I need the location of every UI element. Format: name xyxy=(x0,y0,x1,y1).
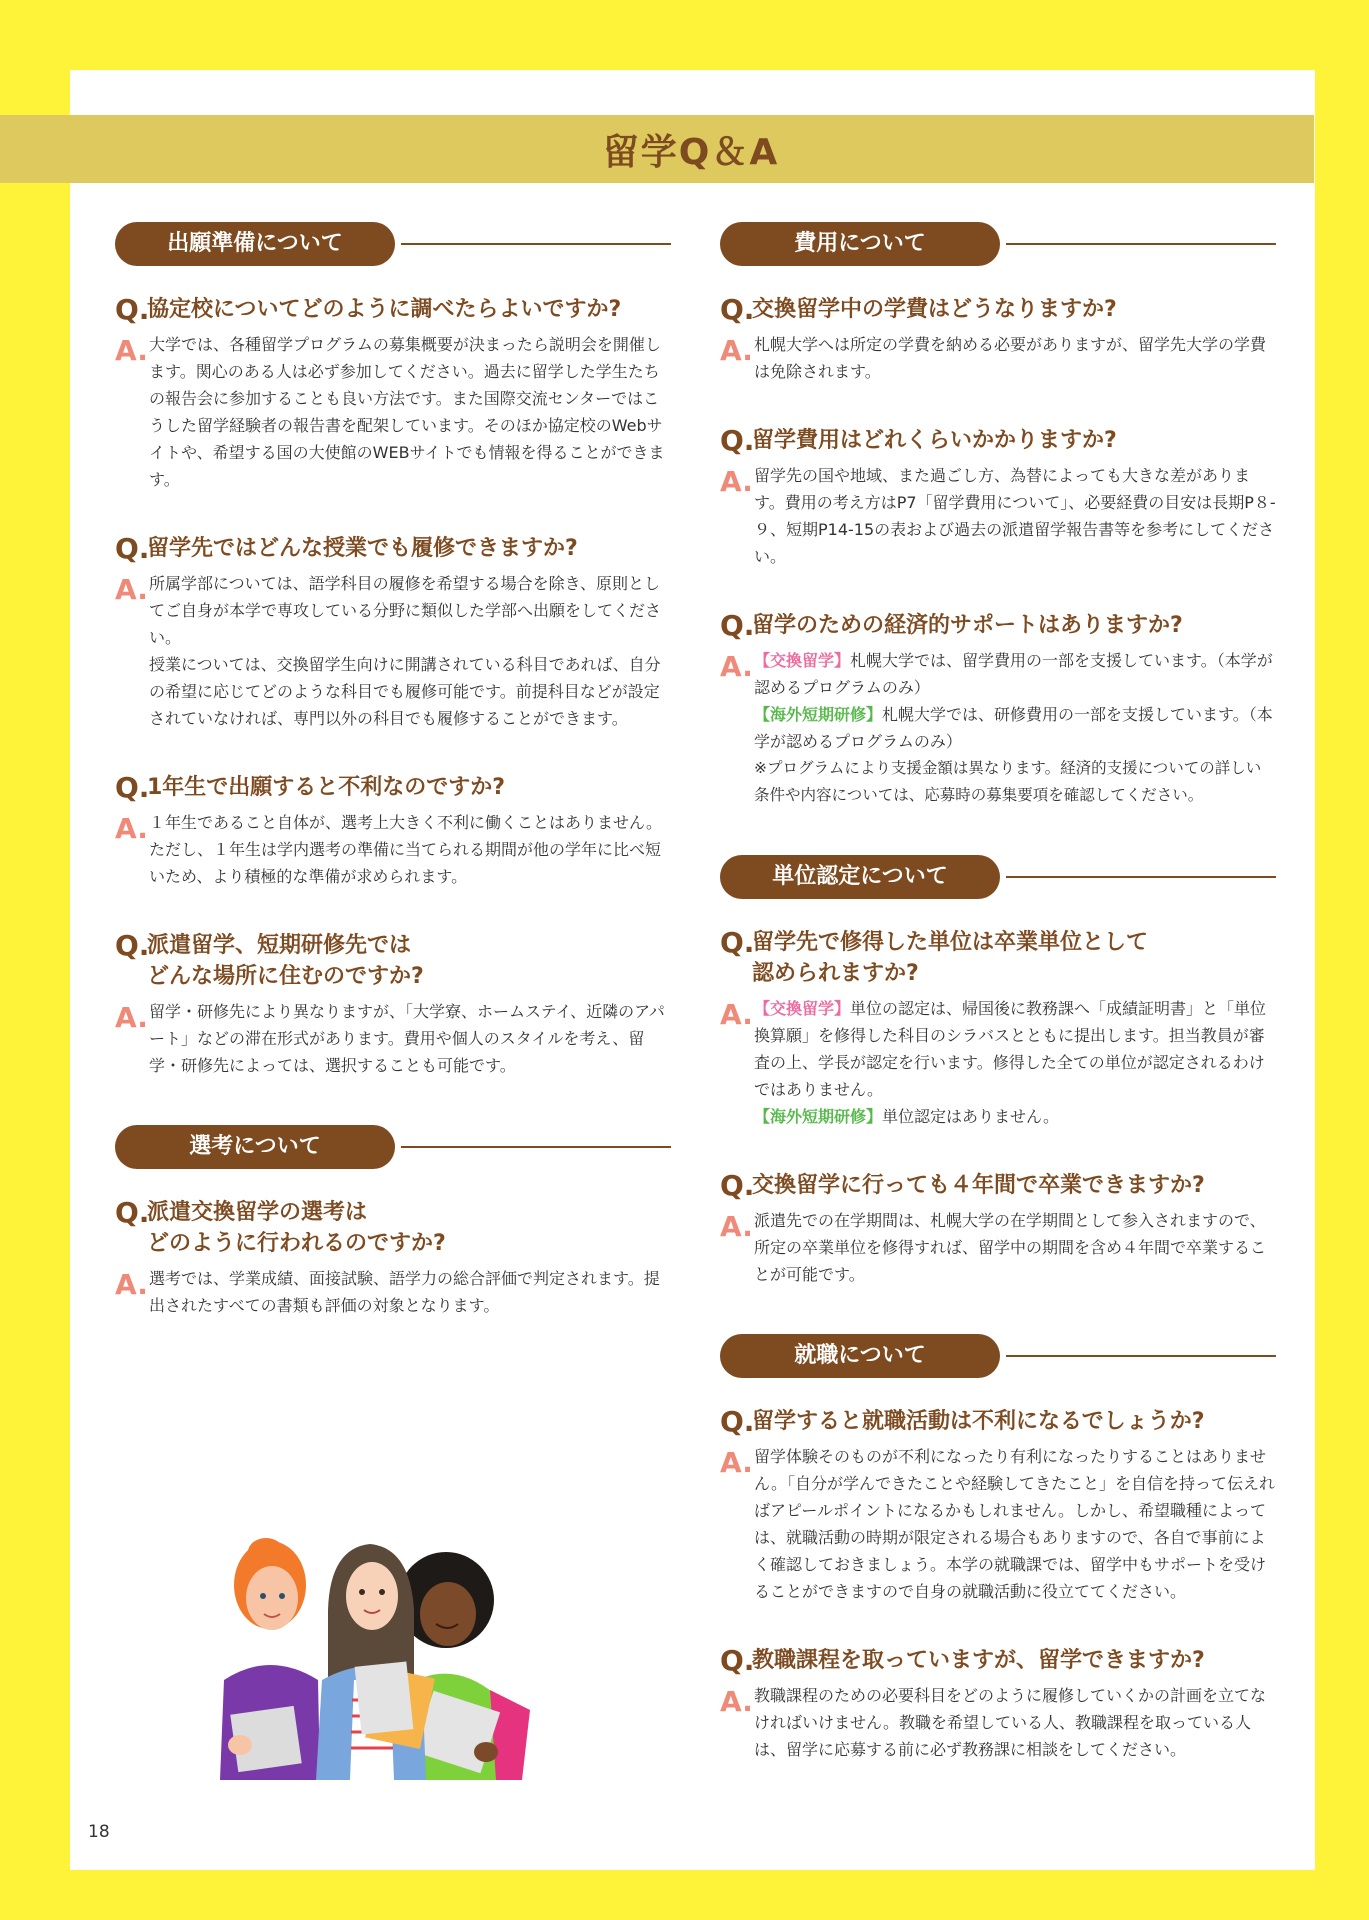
answer xyxy=(720,647,1276,809)
q-mark: Q. xyxy=(720,293,755,326)
category-header xyxy=(720,222,1276,266)
answer xyxy=(720,462,1276,570)
question xyxy=(115,294,671,325)
a-mark: A. xyxy=(720,650,753,683)
tag-short-term: 【海外短期研修】 xyxy=(754,1107,883,1126)
qa-item xyxy=(720,927,1276,1130)
q-mark: Q. xyxy=(115,532,150,565)
answer xyxy=(720,331,1276,385)
a-mark: A. xyxy=(115,1268,148,1301)
category-label: 就職について xyxy=(720,1334,1000,1378)
title-band xyxy=(0,115,1314,183)
qa-item xyxy=(115,772,671,890)
answer-text: 留学先の国や地域、また過ごし方、為替によっても大きな差があります。費用の考え方はP7「留学費用について」、必要経費の目安は長期P８-９、短期P14-15の表および過去の派遣留学報告書等を参考にしてください。 xyxy=(754,466,1276,566)
qa-item xyxy=(720,610,1276,809)
a-mark: A. xyxy=(720,465,753,498)
answer-text: 単位の認定は、帰国後に教務課へ「成績証明書」と「単位換算願」を修得した科目のシラバスとともに提出します。担当教員が審査の上、学長が認定を行います。修得した全ての単位が認定されるわけではありません。 xyxy=(754,999,1267,1099)
q-mark: Q. xyxy=(720,1644,755,1677)
student-1-figure xyxy=(220,1538,320,1780)
question-text: 交換留学に行っても４年間で卒業できますか? xyxy=(752,1173,1205,1198)
question-text: 派遣留学、短期研修先では どんな場所に住むのですか? xyxy=(147,933,424,989)
a-mark: A. xyxy=(720,1685,753,1718)
answer-text: 大学では、各種留学プログラムの募集概要が決まったら説明会を開催します。関心のある人は必ず参加してください。過去に留学した学生たちの報告会に参加することも良い方法です。また国際交流センターではこうした留学経験者の報告書を配架しています。そのほか協定校のWebサイトや、希望する国の大使館のWEBサイトでも情報を得ることができます。 xyxy=(149,335,665,489)
answer xyxy=(720,1682,1276,1763)
question-text: 留学のための経済的サポートはありますか? xyxy=(752,613,1183,638)
answer xyxy=(720,1207,1276,1288)
question xyxy=(115,772,671,803)
answer-text: 留学・研修先により異なりますが、「大学寮、ホームステイ、近隣のアパート」などの滞在形式があります。費用や個人のスタイルを考え、留学・研修先によっては、選択することも可能です。 xyxy=(149,1002,665,1075)
question-text: 教職課程を取っていますが、留学できますか? xyxy=(752,1648,1205,1673)
answer xyxy=(720,995,1276,1130)
qa-item xyxy=(720,294,1276,385)
answer xyxy=(115,331,671,493)
question-text: 留学すると就職活動は不利になるでしょうか? xyxy=(752,1409,1205,1434)
qa-item xyxy=(720,1170,1276,1288)
question xyxy=(720,425,1276,456)
answer-text: 札幌大学では、留学費用の一部を支援しています。（本学が認めるプログラムのみ） xyxy=(754,651,1273,697)
answer xyxy=(115,998,671,1079)
q-mark: Q. xyxy=(115,771,150,804)
answer-text: 所属学部については、語学科目の履修を希望する場合を除き、原則としてご自身が本学で専攻している分野に類似した学部へ出願をしてください。 xyxy=(149,574,662,647)
qa-item xyxy=(720,425,1276,570)
category-header xyxy=(720,855,1276,899)
answer-text: 派遣先での在学期間は、札幌大学の在学期間として参入されますので、所定の卒業単位を修得すれば、留学中の期間を含め４年間で卒業することが可能です。 xyxy=(754,1211,1267,1284)
question xyxy=(720,1406,1276,1437)
q-mark: Q. xyxy=(115,1196,150,1229)
qa-item xyxy=(720,1645,1276,1763)
a-mark: A. xyxy=(720,1446,753,1479)
question xyxy=(720,1170,1276,1201)
question xyxy=(720,1645,1276,1676)
a-mark: A. xyxy=(720,334,753,367)
answer-text: 留学体験そのものが不利になったり有利になったりすることはありません。「自分が学んできたことや経験してきたこと」を自信を持って伝えればアピールポイントになるかもしれません。しかし、希望職種によっては、就職活動の時期が限定される場合もありますので、各自で事前によく確認しておきましょう。本学の就職課では、留学中もサポートを受けることができますので自身の就職活動に役立ててください。 xyxy=(754,1447,1275,1601)
question xyxy=(720,610,1276,641)
q-mark: Q. xyxy=(720,609,755,642)
qa-item xyxy=(115,1197,671,1319)
page-title: 留学Q＆A xyxy=(602,131,780,173)
left-column xyxy=(115,222,671,1319)
question-text: 1年生で出願すると不利なのですか? xyxy=(147,775,506,800)
tag-exchange: 【交換留学】 xyxy=(754,999,851,1018)
category-rule xyxy=(1006,1355,1276,1357)
question xyxy=(720,294,1276,325)
a-mark: A. xyxy=(115,812,148,845)
page-number: 18 xyxy=(88,1822,110,1842)
answer-text: 教職課程のための必要科目をどのように履修していくかの計画を立てなければいけません。教職を希望している人、教職課程を取っている人は、留学に応募する前に必ず教務課に相談をしてください。 xyxy=(754,1686,1267,1759)
qa-item xyxy=(115,533,671,732)
qa-item xyxy=(720,1406,1276,1605)
category-header xyxy=(115,222,671,266)
category-rule xyxy=(401,1146,671,1148)
a-mark: A. xyxy=(115,334,148,367)
q-mark: Q. xyxy=(720,1405,755,1438)
category-header xyxy=(115,1125,671,1169)
question-text: 交換留学中の学費はどうなりますか? xyxy=(752,297,1117,322)
a-mark: A. xyxy=(115,1001,148,1034)
question-text: 協定校についてどのように調べたらよいですか? xyxy=(147,297,622,322)
question xyxy=(115,533,671,564)
category-rule xyxy=(401,243,671,245)
answer-text: 単位認定はありません。 xyxy=(882,1107,1059,1126)
answer xyxy=(115,570,671,732)
question xyxy=(720,927,1276,989)
question-text: 派遣交換留学の選考は どのように行われるのですか? xyxy=(147,1200,446,1256)
answer-text: 授業については、交換留学生向けに開講されている科目であれば、自分の希望に応じてどのような科目でも履修可能です。前提科目などが設定されていなければ、専門以外の科目でも履修することができます。 xyxy=(149,655,661,728)
category-label: 選考について xyxy=(115,1125,395,1169)
a-mark: A. xyxy=(720,998,753,1031)
answer-text: 選考では、学業成績、面接試験、語学力の総合評価で判定されます。提出されたすべての書類も評価の対象となります。 xyxy=(149,1269,660,1315)
question-text: 留学先で修得した単位は卒業単位として 認められますか? xyxy=(752,930,1149,986)
answer-text: 札幌大学では、研修費用の一部を支援しています。（本学が認めるプログラムのみ） xyxy=(754,705,1273,751)
students-illustration xyxy=(200,1530,550,1780)
question-text: 留学費用はどれくらいかかりますか? xyxy=(752,428,1117,453)
a-mark: A. xyxy=(720,1210,753,1243)
q-mark: Q. xyxy=(720,926,755,959)
tag-exchange: 【交換留学】 xyxy=(754,651,851,670)
tag-short-term: 【海外短期研修】 xyxy=(754,705,883,724)
q-mark: Q. xyxy=(115,929,150,962)
question-text: 留学先ではどんな授業でも履修できますか? xyxy=(147,536,578,561)
answer-text: 札幌大学へは所定の学費を納める必要がありますが、留学先大学の学費は免除されます。 xyxy=(754,335,1267,381)
category-label: 単位認定について xyxy=(720,855,1000,899)
question xyxy=(115,1197,671,1259)
answer xyxy=(720,1443,1276,1605)
category-header xyxy=(720,1334,1276,1378)
right-column xyxy=(720,222,1276,1763)
qa-item xyxy=(115,294,671,493)
category-label: 出願準備について xyxy=(115,222,395,266)
answer-text: １年生であること自体が、選考上大きく不利に働くことはありません。ただし、１年生は学内選考の準備に当てられる期間が他の学年に比べ短いため、より積極的な準備が求められます。 xyxy=(149,813,662,886)
answer xyxy=(115,809,671,890)
question xyxy=(115,930,671,992)
answer-note: ※プログラムにより支援金額は異なります。経済的支援についての詳しい条件や内容については、応募時の募集要項を確認してください。 xyxy=(754,759,1262,804)
category-rule xyxy=(1006,876,1276,878)
a-mark: A. xyxy=(115,573,148,606)
q-mark: Q. xyxy=(720,424,755,457)
category-rule xyxy=(1006,243,1276,245)
category-label: 費用について xyxy=(720,222,1000,266)
q-mark: Q. xyxy=(115,293,150,326)
answer xyxy=(115,1265,671,1319)
q-mark: Q. xyxy=(720,1169,755,1202)
qa-item xyxy=(115,930,671,1079)
